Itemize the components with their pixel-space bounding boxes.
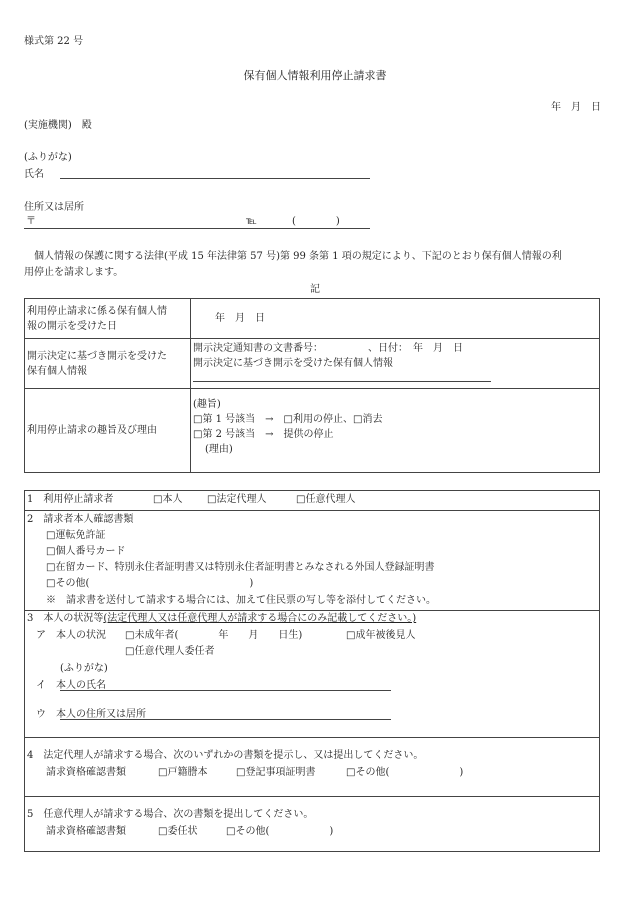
row1-value[interactable]: 年 月 日	[191, 299, 600, 339]
sec3-u-label: ウ 本人の住所又は居所	[36, 709, 146, 720]
sec5-label: 5 任意代理人が請求する場合、次の書類を提出してください。	[27, 809, 314, 820]
divider	[24, 510, 600, 511]
sec4-label: 4 法定代理人が請求する場合、次のいずれかの書類を提示し、又は提出してください。	[27, 750, 424, 761]
sec3-i-label: イ 本人の氏名	[36, 680, 106, 691]
divider	[24, 610, 600, 611]
sec5-opt-proxy[interactable]: □委任状	[158, 826, 198, 837]
sec3-label: 3 本人の状況等(法定代理人又は任意代理人が請求する場合にのみ記載してください。)	[27, 613, 417, 624]
row2-label: 開示決定に基づき開示を受けた 保有個人情報	[25, 339, 191, 389]
form-number: 様式第 22 号	[24, 36, 84, 47]
name-label: 氏名	[24, 169, 44, 180]
name-field[interactable]	[60, 178, 370, 179]
applicant-section-box	[24, 490, 600, 852]
addressee: (実施機関) 殿	[24, 120, 92, 131]
address-label: 住所又は居所	[24, 202, 84, 213]
tel-label: ℡	[246, 216, 257, 227]
sec2-label: 2 請求者本人確認書類	[27, 514, 134, 525]
intro-line1: 個人情報の保護に関する法律(平成 15 年法律第 57 号)第 99 条第 1 項の規定により、下記のとおり保有個人情報の利	[34, 251, 562, 262]
sec3-a-minor[interactable]: □未成年者( 年 月 日生)	[125, 630, 303, 641]
sec3-furigana: (ふりがな)	[60, 663, 108, 674]
ki-label: 記	[310, 284, 320, 295]
address-field[interactable]	[24, 228, 370, 229]
sec4-opt-other[interactable]: □その他( )	[346, 767, 464, 778]
principal-address-field[interactable]	[60, 719, 391, 720]
row2-value[interactable]: 開示決定通知書の文書番号： 、日付： 年 月 日 開示決定に基づき開示を受けた保有個人情報	[191, 339, 600, 389]
sec2-item-residence[interactable]: □在留カード、特別永住者証明書又は特別永住者証明書とみなされる外国人登録証明書	[46, 562, 435, 573]
sec3-a-guardian[interactable]: □成年被後見人	[346, 630, 416, 641]
sec1-opt-self[interactable]: □本人	[153, 494, 183, 505]
sec5-docs-label: 請求資格確認書類	[46, 826, 126, 837]
sec4-docs-label: 請求資格確認書類	[46, 767, 126, 778]
sec5-opt-other[interactable]: □その他( )	[226, 826, 334, 837]
row3-value[interactable]: (趣旨) □第 1 号該当 → □利用の停止、□消去 □第 2 号該当 → 提供の停止 (理由)	[191, 389, 600, 473]
sec2-item-mynumber[interactable]: □個人番号カード	[46, 546, 126, 557]
sec3-a-label: ア 本人の状況	[36, 630, 106, 641]
request-table	[24, 298, 600, 473]
furigana-label: (ふりがな)	[24, 152, 72, 163]
divider	[24, 737, 600, 738]
date-line: 年 月 日	[551, 102, 601, 113]
row3-label: 利用停止請求の趣旨及び理由	[25, 389, 191, 473]
sec1-opt-voluntary[interactable]: □任意代理人	[296, 494, 356, 505]
sec3-a-delegator[interactable]: □任意代理人委任者	[125, 646, 215, 657]
sec1-opt-legal[interactable]: □法定代理人	[207, 494, 267, 505]
tel-paren: ( )	[292, 216, 340, 227]
divider	[24, 796, 600, 797]
principal-name-field[interactable]	[60, 690, 391, 691]
sec2-item-other[interactable]: □その他( )	[46, 578, 254, 589]
page-title: 保有個人情報利用停止請求書	[243, 69, 387, 82]
sec1-label: 1 利用停止請求者	[27, 494, 114, 505]
sec2-item-license[interactable]: □運転免許証	[46, 530, 106, 541]
sec4-opt-registry[interactable]: □登記事項証明書	[236, 767, 316, 778]
row1-label: 利用停止請求に係る保有個人情 報の開示を受けた日	[25, 299, 191, 339]
intro-line2: 用停止を請求します。	[24, 267, 124, 278]
postal-mark: 〒	[26, 216, 36, 227]
sec2-note: ※ 請求書を送付して請求する場合には、加えて住民票の写し等を添付してください。	[46, 595, 436, 606]
sec4-opt-koseki[interactable]: □戸籍謄本	[158, 767, 208, 778]
